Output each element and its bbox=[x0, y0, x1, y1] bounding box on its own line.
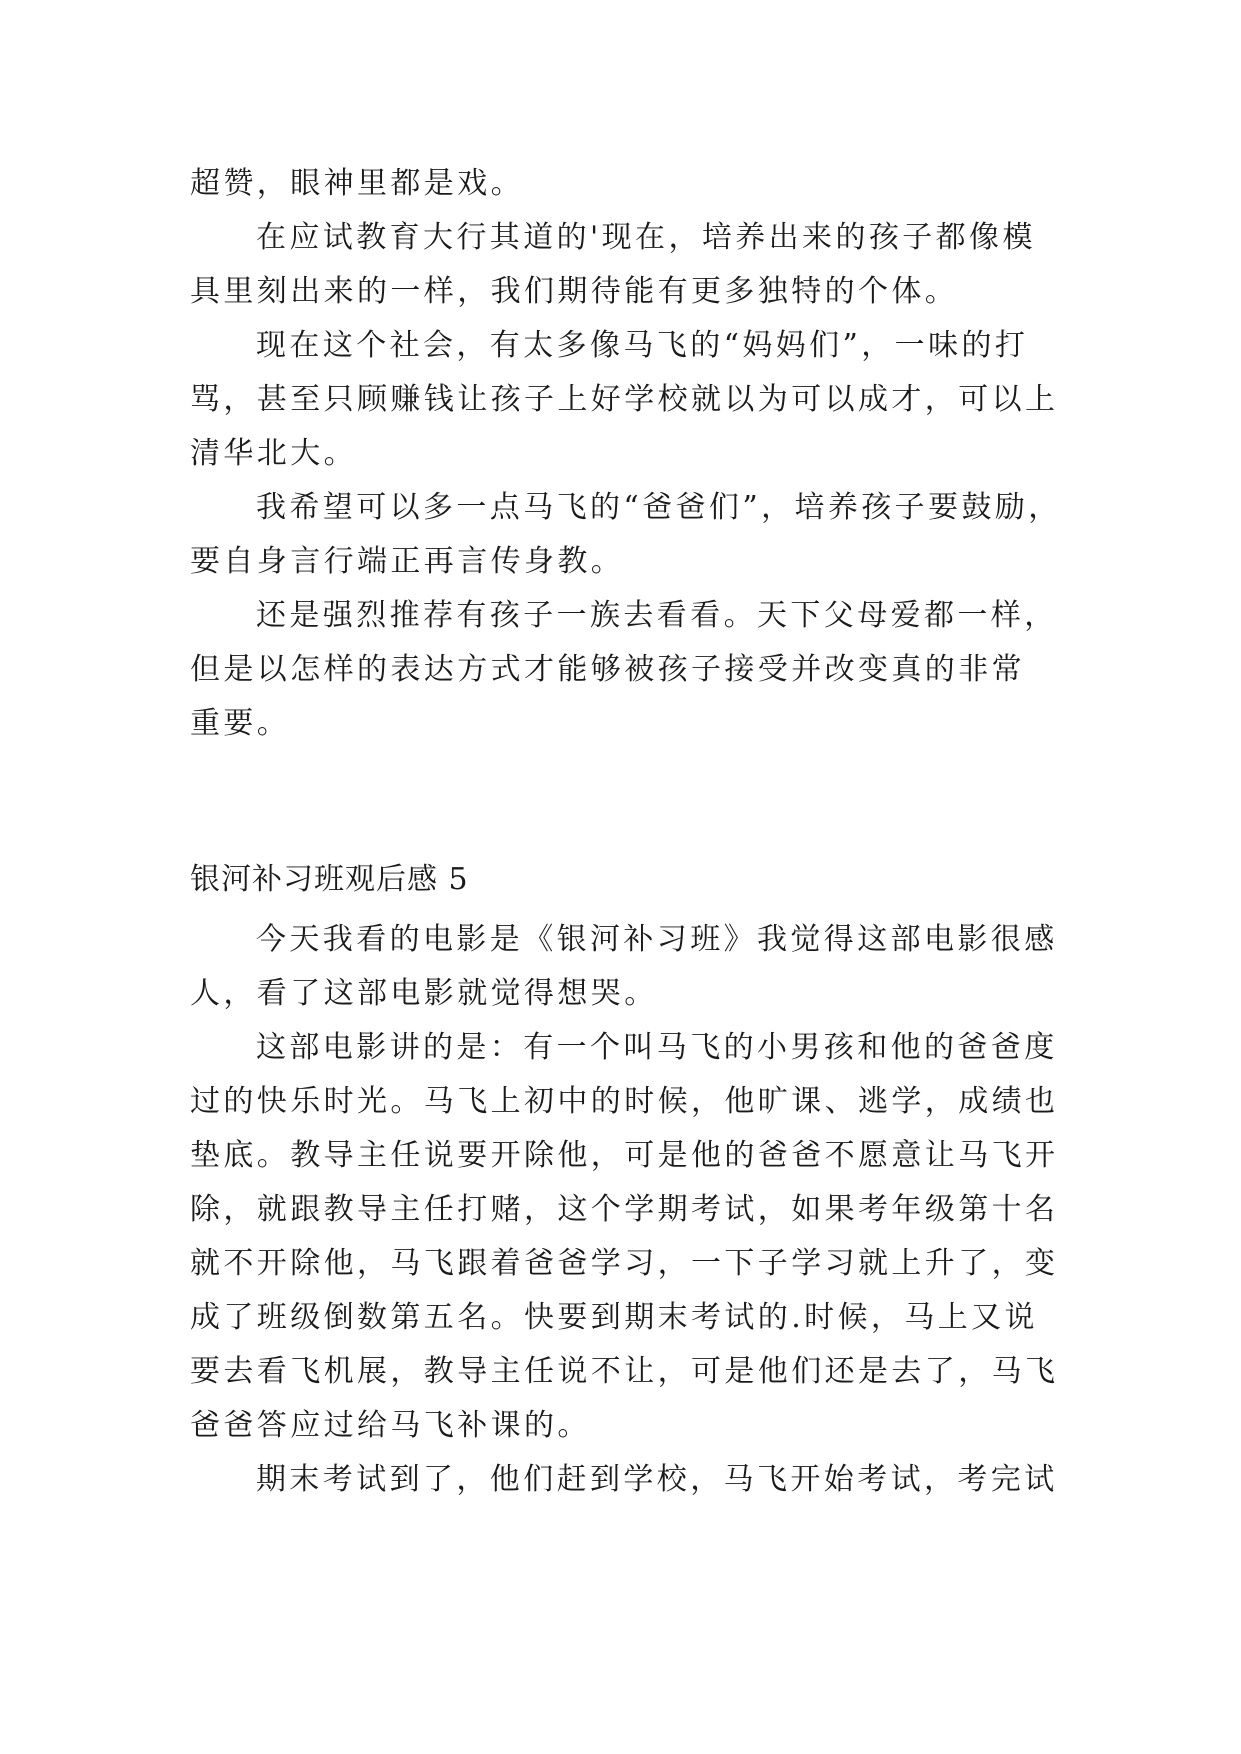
paragraph-line: 过的快乐时光。马飞上初中的时候，他旷课、逃学，成绩也 bbox=[190, 1084, 1059, 1119]
paragraph-line: 具里刻出来的一样，我们期待能有更多独特的个体。 bbox=[190, 274, 959, 309]
paragraph-line: 骂，甚至只顾赚钱让孩子上好学校就以为可以成才，可以上 bbox=[190, 382, 1059, 417]
paragraph-line: 爸爸答应过给马飞补课的。 bbox=[190, 1408, 591, 1443]
paragraph-line: 在应试教育大行其道的'现在，培养出来的孩子都像模 bbox=[256, 220, 1036, 255]
paragraph-line: 期末考试到了，他们赶到学校，马飞开始考试，考完试 bbox=[256, 1462, 1058, 1497]
paragraph-line: 除，就跟教导主任打赌，这个学期考试，如果考年级第十名 bbox=[190, 1192, 1059, 1227]
paragraph-line: 就不开除他，马飞跟着爸爸学习，一下子学习就上升了，变 bbox=[190, 1246, 1059, 1281]
paragraph-line: 这部电影讲的是：有一个叫马飞的小男孩和他的爸爸度 bbox=[256, 1030, 1058, 1065]
paragraph-line: 但是以怎样的表达方式才能够被孩子接受并改变真的非常 bbox=[190, 652, 1025, 687]
paragraph-line: 要去看飞机展，教导主任说不让，可是他们还是去了，马飞 bbox=[190, 1354, 1059, 1389]
paragraph-line: 人，看了这部电影就觉得想哭。 bbox=[190, 976, 658, 1011]
paragraph-line: 我希望可以多一点马飞的“爸爸们”，培养孩子要鼓励， bbox=[256, 490, 1062, 525]
paragraph-line: 要自身言行端正再言传身教。 bbox=[190, 544, 625, 579]
paragraph-line: 今天我看的电影是《银河补习班》我觉得这部电影很感 bbox=[256, 922, 1058, 957]
paragraph-line: 成了班级倒数第五名。快要到期末考试的.时候，马上又说 bbox=[190, 1300, 1038, 1335]
paragraph-line: 重要。 bbox=[190, 706, 291, 741]
section-5-body bbox=[190, 913, 1059, 1507]
section-title: 银河补习班观后感 5 bbox=[190, 862, 469, 897]
paragraph-line: 清华北大。 bbox=[190, 436, 357, 471]
previous-section-body bbox=[190, 157, 1062, 751]
paragraph-line: 现在这个社会，有太多像马飞的“妈妈们”，一味的打 bbox=[256, 328, 1029, 363]
paragraph-line: 超赞，眼神里都是戏。 bbox=[190, 166, 524, 201]
paragraph-line: 还是强烈推荐有孩子一族去看看。天下父母爱都一样， bbox=[256, 598, 1058, 633]
paragraph-line: 垫底。教导主任说要开除他，可是他的爸爸不愿意让马飞开 bbox=[190, 1138, 1059, 1173]
